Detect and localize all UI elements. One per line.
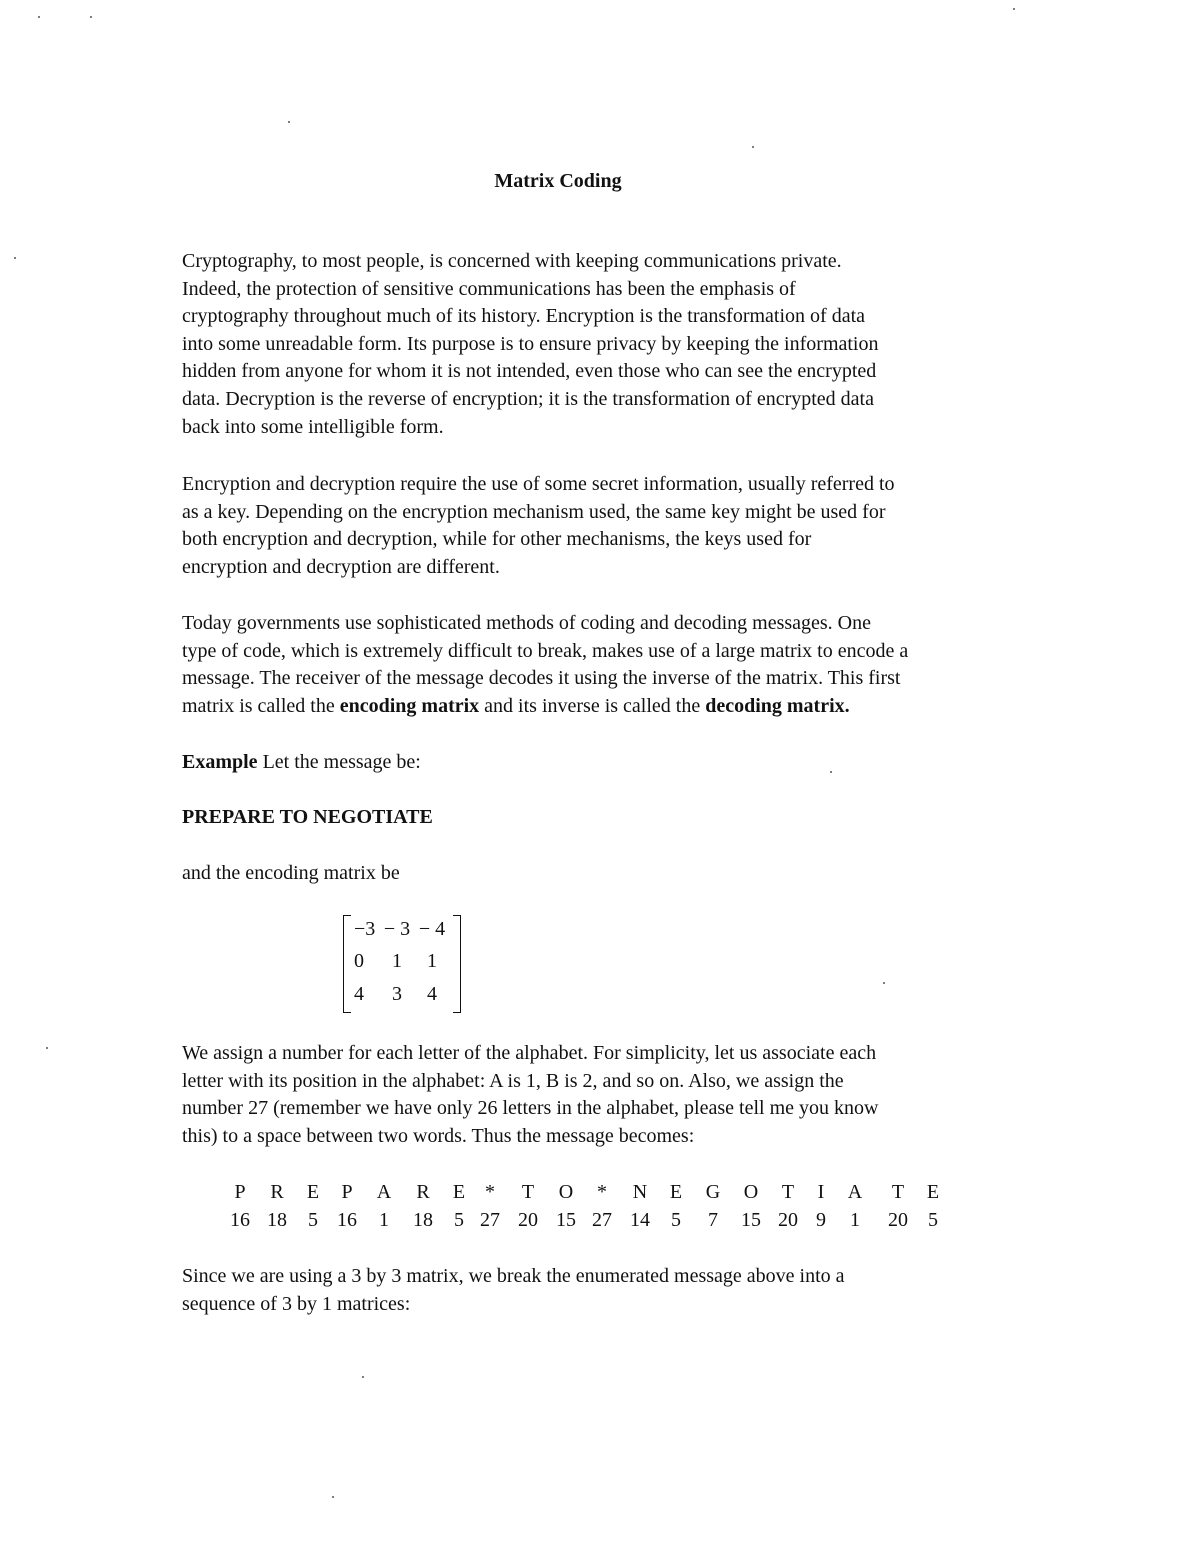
text-line: letter with its position in the alphabet: A is 1, B is 2, and so on. Also, we assign the [182, 1069, 844, 1092]
message-letter: P [234, 1181, 246, 1203]
message-letter: T [521, 1181, 535, 1203]
text-line: data. Decryption is the reverse of encryption; it is the transformation of encrypted data [182, 387, 874, 410]
message-number: 20 [778, 1209, 798, 1231]
term-encoding-matrix: encoding matrix [339, 694, 480, 717]
matrix-cell: − 4 [418, 918, 446, 940]
message-letter: P [341, 1181, 353, 1203]
message-letter: * [485, 1181, 495, 1203]
scan-speck [46, 1047, 48, 1049]
text-line [182, 749, 987, 777]
matrix-cell: 0 [354, 950, 364, 972]
paragraph-encryption-key [182, 471, 987, 581]
matrix-cell: −3 [354, 918, 376, 940]
scan-speck [1013, 8, 1015, 10]
message-letter: E [452, 1181, 466, 1203]
scan-speck [90, 16, 92, 18]
message-number: 20 [888, 1209, 908, 1231]
scan-speck [830, 771, 832, 773]
text-line: this) to a space between two words. Thus the message becomes: [182, 1124, 695, 1147]
text-line: as a key. Depending on the encryption mechanism used, the same key might be used for [182, 500, 886, 523]
matrix-right-bracket [453, 915, 461, 1013]
message-number: 16 [337, 1209, 357, 1231]
message-letter: E [669, 1181, 683, 1203]
matrix-left-bracket [343, 915, 351, 1013]
message-letter: T [781, 1181, 795, 1203]
message-number: 18 [413, 1209, 433, 1231]
matrix-cell: 4 [354, 983, 364, 1005]
text-line: both encryption and decryption, while for other mechanisms, the keys used for [182, 528, 812, 551]
text-line: and the encoding matrix be [182, 862, 400, 884]
message-letter: * [597, 1181, 607, 1203]
scan-speck [332, 1496, 334, 1498]
text-line: type of code, which is extremely difficult to break, makes use of a large matrix to encode a [182, 639, 909, 662]
text-line: PREPARE TO NEGOTIATE [182, 806, 433, 828]
text-line [182, 693, 987, 721]
text-line: Today governments use sophisticated methods of coding and decoding messages. One [182, 612, 872, 634]
message-number: 18 [267, 1209, 287, 1231]
text-line: Cryptography, to most people, is concerned with keeping communications private. [182, 250, 842, 272]
message-letter: G [705, 1181, 721, 1203]
matrix-cell: 1 [427, 950, 437, 972]
text-line: hidden from anyone for whom it is not intended, even those who can see the encrypted [182, 360, 877, 383]
message-letter: I [817, 1181, 825, 1203]
encoding-matrix [340, 912, 465, 1012]
message-number: 5 [671, 1209, 681, 1231]
message-letter: R [416, 1181, 430, 1203]
matrix-cell: − 3 [383, 918, 411, 940]
paragraph-3-by-1 [182, 1263, 987, 1318]
text-line: into some unreadable form. Its purpose is to ensure privacy by keeping the information [182, 332, 879, 355]
message-letter: R [270, 1181, 284, 1203]
scan-speck [883, 982, 885, 984]
message-number: 16 [230, 1209, 250, 1231]
scan-speck [38, 16, 40, 18]
message-number: 27 [592, 1209, 612, 1231]
text-line: back into some intelligible form. [182, 415, 444, 438]
message-letter: N [632, 1181, 648, 1203]
message-letter: T [891, 1181, 905, 1203]
paragraph-alphabet-numbers [182, 1040, 987, 1150]
message-letter: O [558, 1181, 574, 1203]
message-number: 15 [556, 1209, 576, 1231]
message-number: 5 [928, 1209, 938, 1231]
message-number: 1 [379, 1209, 389, 1231]
text-line: encryption and decryption are different. [182, 555, 500, 578]
enumerated-message [0, 1180, 1200, 1240]
text-fragment: Let the message be: [257, 751, 421, 773]
message-number: 14 [630, 1209, 650, 1231]
scan-speck [752, 146, 754, 148]
paragraph-cryptography-intro [182, 248, 987, 441]
example-label: Example [182, 751, 258, 773]
scan-speck [14, 257, 16, 259]
message-letter: E [926, 1181, 940, 1203]
text-line: Since we are using a 3 by 3 matrix, we break the enumerated message above into a [182, 1265, 845, 1287]
text-line: Indeed, the protection of sensitive communications has been the emphasis of [182, 277, 796, 300]
page-title: Matrix Coding [494, 170, 622, 192]
message-number: 27 [480, 1209, 500, 1231]
message-number: 5 [454, 1209, 464, 1231]
message-number: 7 [708, 1209, 718, 1231]
message-number: 9 [816, 1209, 826, 1231]
text-line: message. The receiver of the message decodes it using the inverse of the matrix. This first [182, 667, 901, 690]
message-letter: A [376, 1181, 392, 1203]
term-decoding-matrix: decoding matrix. [705, 694, 850, 717]
text-fragment: and its inverse is called the [479, 694, 706, 717]
text-line: Encryption and decryption require the use of some secret information, usually referred to [182, 473, 895, 495]
text-line: We assign a number for each letter of the alphabet. For simplicity, let us associate each [182, 1042, 877, 1064]
message-number: 20 [518, 1209, 538, 1231]
message-number: 5 [308, 1209, 318, 1231]
text-line: cryptography throughout much of its history. Encryption is the transformation of data [182, 305, 866, 328]
message-number: 1 [850, 1209, 860, 1231]
scan-speck [288, 121, 290, 123]
example-intro [182, 749, 987, 777]
message-letter: A [847, 1181, 863, 1203]
scan-speck [362, 1376, 364, 1378]
encoding-matrix-intro [182, 860, 987, 888]
text-line: sequence of 3 by 1 matrices: [182, 1292, 411, 1315]
message-letter: O [743, 1181, 759, 1203]
text-line: number 27 (remember we have only 26 letters in the alphabet, please tell me you know [182, 1097, 879, 1120]
matrix-cell: 4 [427, 983, 437, 1005]
example-message [182, 804, 987, 832]
text-fragment: matrix is called the [182, 694, 340, 717]
paragraph-governments [182, 610, 987, 720]
matrix-cell: 3 [392, 983, 402, 1005]
message-letter: E [306, 1181, 320, 1203]
message-number: 15 [741, 1209, 761, 1231]
matrix-cell: 1 [392, 950, 402, 972]
